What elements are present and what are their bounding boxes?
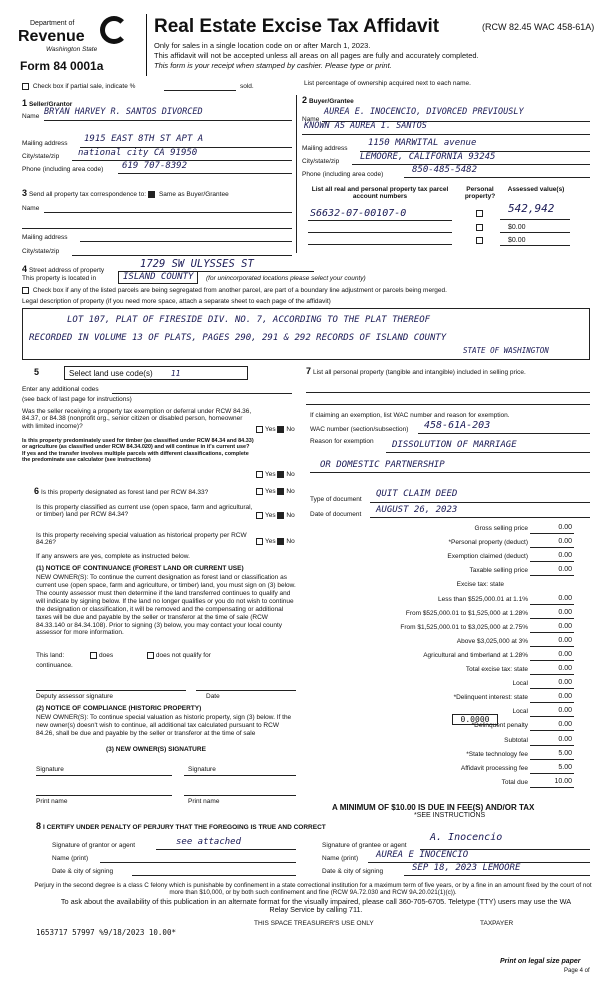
form-title: Real Estate Excise Tax Affidavit [154, 16, 440, 37]
historic-no-checkbox[interactable] [277, 538, 284, 545]
section3-extra-line [22, 228, 292, 229]
tax-row-line [530, 604, 574, 605]
segregated-checkbox[interactable] [22, 287, 29, 294]
perjury-notice: Perjury in the second degree is a class C felony which is punishable by confinement in a state correctional institution for a maximum term of five years, or by a fine in an amount fixed by the court of not more than $10,000, or by both such confinement and fine (RCW 9A.72.030 and RCW 9A.20.021(1)(c)). [34, 882, 592, 897]
land-use-select-label: Select land use code(s) [69, 369, 153, 378]
tax-row-value[interactable]: 0.00 [558, 608, 572, 616]
seller-phone-label: Phone (including area code) [22, 166, 104, 173]
grantor-name-line [100, 862, 296, 863]
section3-name-line [44, 212, 292, 213]
located-label: This property is located in [22, 275, 97, 282]
seller-name-field[interactable]: BRYAN HARVEY R. SANTOS DIVORCED [44, 107, 203, 117]
owner-print-label-2: Print name [188, 798, 220, 805]
page-number: Page 4 of [564, 968, 590, 974]
section4-number: 4 [22, 264, 28, 274]
owner-print-line-1 [36, 795, 172, 796]
deputy-sig-label: Deputy assessor signature [36, 693, 113, 700]
notice1-title: (1) NOTICE OF CONTINUANCE (FOREST LAND OR CURRENT USE) [36, 565, 244, 572]
tax-row-label: Subtotal [504, 736, 528, 744]
wac-field[interactable]: 458-61A-203 [424, 420, 491, 431]
tax-row-line [530, 730, 574, 731]
tax-row-label: Local [512, 680, 528, 688]
partial-sale-row [22, 83, 135, 91]
partial-sale-checkbox[interactable] [22, 83, 29, 90]
parcel-number-1[interactable]: S6632-07-00107-0 [310, 208, 407, 219]
timber-yes-checkbox[interactable] [256, 471, 263, 478]
seller-phone-line [118, 173, 292, 174]
this-land-row [36, 652, 211, 660]
partial-sale-label: Check box if partial sale, indicate % [32, 83, 136, 91]
tax-row-value[interactable]: 0.00 [558, 552, 572, 560]
parcel-line-1 [308, 220, 452, 221]
tax-row-line [530, 745, 574, 746]
tax-row-label: Affidavit processing fee [460, 764, 528, 772]
section3-city-line [72, 255, 292, 256]
timber-no-checkbox[interactable] [277, 471, 284, 478]
seller-mailing-label: Mailing address [22, 140, 68, 147]
tax-row-line [530, 660, 574, 661]
assessed-col-header: Assessed value(s) [507, 186, 565, 193]
tax-row-value[interactable]: 0.00 [558, 622, 572, 630]
doc-type-line [370, 502, 590, 503]
dept-state: Washington State [46, 46, 98, 53]
dept-line1: Department of [30, 20, 75, 27]
tax-row-line [530, 575, 574, 576]
assessed-value-2[interactable]: $0.00 [508, 224, 526, 231]
exemption-yes-no [256, 426, 295, 434]
forest-yes-checkbox[interactable] [256, 488, 263, 495]
tax-row-label: Exemption claimed (deduct) [447, 553, 528, 561]
tax-row-label: Above $3,025,000 at 3% [456, 637, 528, 645]
grantee-sig-label: Signature of grantee or agent [322, 842, 407, 849]
tax-row-label: Less than $525,000.01 at 1.1% [438, 595, 528, 603]
tax-row-value[interactable]: 0.00 [558, 650, 572, 658]
exemption-question: Was the seller receiving a property tax exemption or deferral under RCW 84.36, 84.37, or 84.38 (nonprofit org., senior citizen or disabled person, homeowner with limited income)? [22, 408, 252, 430]
grantee-name-field[interactable]: AUREA E INOCENCIO [376, 850, 469, 860]
section7-number: 7 [306, 366, 312, 376]
receipt-stamp: 1653717 57997 %9/18/2023 10.00* [36, 928, 176, 937]
tax-row-value[interactable]: 5.00 [558, 763, 572, 771]
current-use-no-label: No [286, 512, 295, 520]
tax-row-label: From $1,525,000.01 to $3,025,000 at 2.75% [400, 623, 528, 631]
tax-row-value[interactable]: 0.00 [558, 735, 572, 743]
section3-number: 3 [22, 188, 28, 198]
timber-yes-label: Yes [265, 471, 276, 479]
owner-sig-label-1: Signature [36, 766, 64, 773]
personal-checkbox-1[interactable] [476, 210, 483, 217]
tax-row-label: Local [512, 708, 528, 716]
reason-line-2 [310, 472, 590, 473]
grantor-sig-field[interactable]: see attached [176, 837, 242, 847]
tax-row-line [530, 759, 574, 760]
see-instructions: *SEE INSTRUCTIONS [414, 812, 486, 819]
assessed-line-2 [500, 232, 570, 233]
tax-row-line [530, 533, 574, 534]
section5-number: 5 [34, 367, 40, 377]
reason-label: Reason for exemption [310, 438, 374, 445]
unincorporated-note: (for unincorporated locations please select your county) [206, 275, 366, 282]
historic-yes-no [256, 538, 295, 546]
tax-row-label: Gross selling price [474, 525, 528, 532]
personal-checkbox-3[interactable] [476, 237, 483, 244]
tax-row-line [530, 547, 574, 548]
tax-row-line [530, 787, 574, 788]
does-not-checkbox[interactable] [147, 652, 154, 659]
deputy-date-line [196, 690, 296, 691]
doc-type-label: Type of document [310, 496, 362, 503]
buyer-city-field[interactable]: LEMOORE, CALIFORNIA 93245 [360, 152, 496, 162]
alt-format-notice: To ask about the availability of this publication in an alternate format for the visually impaired, please call 360-705-6705. Teletype (TTY) users may use the WA Relay Service by calling 711. [60, 897, 572, 915]
tax-row-value[interactable]: 10.00 [554, 777, 572, 785]
new-owner-sig-title: (3) NEW OWNER(S) SIGNATURE [106, 746, 206, 753]
tax-row-value[interactable]: 0.00 [558, 665, 572, 672]
buyer-name-line-2 [302, 134, 590, 135]
subtitle-2: This affidavit will not be accepted unless all areas on all pages are fully and accurately completed. [154, 51, 479, 60]
partial-sale-suffix: sold. [240, 83, 254, 90]
notice1-body: NEW OWNER(S): To continue the current designation as forest land or classification as current use (open space, farm and agriculture, or timber) land, you must sign on (3) below. The county assessor must then determine if the land transferred continues to qualify and will indicate by signing below. If the land no longer qualifies or you do not wish to continue the designation or classification, it will be removed and the compensating or additional taxes will be due and payable by the seller or transferor at the time of sale (RCW 84.33.140 or 84.34.108). Prior to signing (3) below, you may contact your local county assessor for more information. [36, 574, 296, 637]
section4-street-row [22, 264, 104, 275]
ownership-note: List percentage of ownership acquired next to each name. [304, 80, 471, 87]
does-not-label: does not qualify for [155, 652, 211, 660]
street-field[interactable]: 1729 SW ULYSSES ST [140, 258, 254, 270]
reason-field-2[interactable]: OR DOMESTIC PARTNERSHIP [320, 460, 445, 470]
owner-sig-line-1 [36, 775, 172, 776]
subtitle-3: This form is your receipt when stamped by cashier. Please type or print. [154, 61, 392, 70]
tax-row-label: Total excise tax: state [465, 666, 528, 673]
buyer-city-label: City/state/zip [302, 158, 340, 165]
legal-line-2: RECORDED IN VOLUME 13 OF PLATS, PAGES 290, 291 & 292 RECORDS OF ISLAND COUNTY [29, 333, 447, 343]
section7-label: List all personal property (tangible and intangible) included in selling price. [312, 369, 526, 376]
notice2-body: NEW OWNER(S): To continue special valuation as historic property, sign (3) below. If the new owner(s) doesn't wish to continue, all additional tax calculated pursuant to RCW 84.26, shall be due and payable by the seller or transferor at the time of sale [36, 714, 292, 737]
parcel-col-header: List all real and personal property tax parcel account numbers [311, 186, 449, 201]
assessed-value-3[interactable]: $0.00 [508, 237, 526, 244]
seller-city-label: City/state/zip [22, 153, 60, 160]
forest-yes-no [256, 488, 295, 496]
tax-row-line [530, 632, 574, 633]
reason-field-1[interactable]: DISSOLUTION OF MARRIAGE [392, 440, 517, 450]
tax-row-label: Total due [501, 778, 528, 786]
grantor-sig-line [156, 849, 296, 850]
owner-sig-line-2 [184, 775, 296, 776]
current-use-yes-no [256, 512, 295, 520]
tax-row-value[interactable]: 0.00 [558, 524, 572, 531]
deputy-sig-line [36, 690, 186, 691]
seller-section-number: 1 [22, 98, 28, 108]
tax-row-value[interactable]: 5.00 [558, 749, 572, 757]
tax-row-line [530, 618, 574, 619]
doc-type-field[interactable]: QUIT CLAIM DEED [376, 489, 458, 499]
reason-line-1 [386, 452, 590, 453]
local-rate-field[interactable]: 0.0000 [452, 714, 498, 725]
forest-no-checkbox[interactable] [277, 488, 284, 495]
notice2-title: (2) NOTICE OF COMPLIANCE (HISTORIC PROPERTY) [36, 705, 202, 712]
form-number: Form 84 0001a [20, 59, 104, 73]
current-use-question: Is this property classified as current use (open space, farm and agricultural, or timber) land per RCW 84.34? [36, 504, 253, 519]
dor-logo [18, 10, 138, 74]
grantor-date-label: Date & city of signing [52, 868, 114, 875]
tax-row-value[interactable]: 0.00 [558, 636, 572, 644]
section6-number: 6 [34, 486, 40, 496]
grantee-date-line [404, 875, 590, 876]
timber-yes-no [256, 471, 295, 479]
tax-row-label: *State technology fee [466, 750, 528, 758]
buyer-mailing-label: Mailing address [302, 145, 348, 152]
legal-description-label: Legal description of property (if you need more space, attach a separate sheet to each page of the affidavit) [22, 298, 331, 305]
section3-name-label: Name [22, 205, 40, 212]
form-title-rcw: (RCW 82.45 WAC 458-61A) [482, 22, 595, 32]
land-use-select[interactable] [64, 366, 248, 380]
personal-col-header: Personal property? [464, 186, 496, 201]
seller-city-field[interactable]: national city CA 91950 [78, 148, 198, 158]
tax-row-value[interactable]: 0.00 [558, 693, 572, 701]
section7-heading [306, 366, 592, 377]
historic-yes-checkbox[interactable] [256, 538, 263, 545]
deputy-date-label: Date [206, 693, 220, 700]
certify-label: I CERTIFY UNDER PENALTY OF PERJURY THAT THE FOREGOING IS TRUE AND CORRECT [42, 824, 326, 831]
tax-row-line [530, 688, 574, 689]
section3-label: Send all property tax correspondence to: [28, 191, 147, 198]
tax-row-value[interactable]: 0.00 [558, 566, 572, 574]
tax-row-line [530, 773, 574, 774]
buyer-heading [302, 95, 354, 106]
tax-row-value[interactable]: 0.00 [558, 538, 572, 546]
tax-row-value[interactable]: 0.00 [558, 707, 572, 715]
grantee-date-field[interactable]: SEP 18, 2023 LEMOORE [412, 863, 521, 873]
owner-print-line-2 [184, 795, 296, 796]
current-use-yes-checkbox[interactable] [256, 512, 263, 519]
tax-row-line [530, 702, 574, 703]
if-yes-note: If any answers are yes, complete as instructed below. [36, 553, 190, 560]
exemption-no-checkbox[interactable] [277, 426, 284, 433]
buyer-title: Buyer/Grantee [308, 98, 354, 105]
legal-line-3: STATE OF WASHINGTON [463, 346, 549, 355]
current-use-yes-label: Yes [265, 512, 276, 520]
additional-codes-line [112, 393, 292, 394]
timber-question: Is this property predominately used for timber (as classified under RCW 84.34 and 84.33) or agriculture (as classified under RCW 84.34.020) and will continue in it's current use? If yes and the transfer involves multiple parcels with different classifications, complete the predominate use calculator (see instructions) [22, 438, 254, 463]
doc-date-line [370, 517, 590, 518]
additional-codes-label: Enter any additional codes [22, 386, 99, 393]
forest-no-label: No [286, 488, 295, 496]
buyer-name-field[interactable]: AUREA E. INOCENCIO, DIVORCED PREVIOUSLY [324, 107, 524, 117]
logo-swirl-icon [100, 16, 128, 44]
buyer-phone-label: Phone (including area code) [302, 171, 384, 178]
forest-question: Is this property designated as forest land per RCW 84.33? [40, 489, 209, 496]
tax-row-label: From $525,000.01 to $1,525,000 at 1.28% [405, 609, 528, 617]
does-checkbox[interactable] [90, 652, 97, 659]
continuance-label: continuance. [36, 662, 73, 669]
taxpayer-label: TAXPAYER [480, 920, 514, 927]
buyer-phone-field[interactable]: 850-485-5482 [412, 165, 478, 175]
exemption-yes-label: Yes [265, 426, 276, 434]
header-divider [146, 14, 147, 76]
tax-row-line [530, 646, 574, 647]
seller-title: Seller/Grantor [28, 101, 73, 108]
seller-mailing-field[interactable]: 1915 EAST 8TH ST APT A [84, 134, 204, 144]
buyer-section-number: 2 [302, 95, 308, 105]
tax-row-label: *Delinquent penalty [471, 722, 528, 730]
grantor-date-line [132, 875, 296, 876]
partial-sale-underline [164, 90, 236, 91]
tax-row-label: *Personal property (deduct) [448, 539, 528, 547]
seller-name-label: Name [22, 113, 40, 120]
section3-mailing-line [80, 241, 292, 242]
current-use-no-checkbox[interactable] [277, 512, 284, 519]
wac-label: WAC number (section/subsection) [310, 426, 409, 433]
section3-city-label: City/state/zip [22, 248, 60, 255]
same-as-buyer-label: Same as Buyer/Grantee [158, 191, 229, 198]
same-as-buyer-checkbox[interactable] [148, 191, 155, 198]
buyer-mailing-field[interactable]: 1150 MARWITAL avenue [368, 138, 477, 148]
land-use-value: 11 [170, 369, 181, 378]
owner-print-label-1: Print name [36, 798, 68, 805]
subtitle-1: Only for sales in a single location code on or after March 1, 2023. [154, 41, 371, 50]
tax-row-label: Agricultural and timberland at 1.28% [423, 651, 528, 659]
personal-checkbox-2[interactable] [476, 224, 483, 231]
tax-row-value[interactable]: 0.00 [558, 721, 572, 729]
historic-yes-label: Yes [265, 538, 276, 546]
additional-codes-note: (see back of last page for instructions) [22, 396, 132, 403]
historic-no-label: No [286, 538, 295, 546]
assessed-value-1[interactable]: 542,942 [508, 202, 555, 215]
buyer-name-label: Name [302, 116, 320, 123]
timber-no-label: No [286, 471, 295, 479]
doc-date-label: Date of document [310, 511, 362, 518]
section3-mailing-label: Mailing address [22, 234, 68, 241]
tax-row-label: Excise tax: state [456, 581, 504, 589]
grantee-date-label: Date & city of signing [322, 868, 384, 875]
seller-phone-field[interactable]: 619 707-8392 [122, 161, 188, 171]
doc-date-field[interactable]: AUGUST 26, 2023 [376, 505, 458, 515]
grantor-name-label: Name (print) [52, 855, 89, 862]
assessed-line-1 [500, 219, 570, 220]
exemption-no-label: No [286, 426, 295, 434]
does-label: does [99, 652, 114, 660]
exemption-claim-label: If claiming an exemption, list WAC number and reason for exemption. [310, 412, 510, 419]
tax-row-label: *Delinquent interest: state [453, 694, 528, 702]
grantee-sig-field[interactable]: A. Inocencio [430, 832, 503, 843]
segregated-row [22, 287, 447, 295]
tax-row-line [530, 716, 574, 717]
tax-row-line [530, 674, 574, 675]
legal-description-box[interactable] [22, 308, 590, 360]
grantor-sig-label: Signature of grantor or agent [52, 842, 136, 849]
legal-line-1: LOT 107, PLAT OF FIRESIDE DIV. NO. 7, ACCORDING TO THE PLAT THEREOF [67, 315, 431, 325]
wac-line [418, 433, 590, 434]
parcel-line-2 [308, 232, 452, 233]
print-legal-note: Print on legal size paper [500, 958, 581, 965]
treasurer-use: THIS SPACE TREASURER'S USE ONLY [254, 920, 374, 927]
section3-heading [22, 188, 229, 199]
minimum-due-line: A MINIMUM OF $10.00 IS DUE IN FEE(S) AND/OR TAX [332, 803, 535, 812]
historic-question: Is this property receiving special valuation as historical property per RCW 84.26? [36, 532, 247, 547]
header-section-divider [296, 95, 297, 253]
owner-sig-label-2: Signature [188, 766, 216, 773]
this-land-label: This land: [36, 652, 65, 660]
personal-property-line-1 [306, 392, 590, 393]
section8-number: 8 [36, 821, 42, 831]
buyer-phone-line [404, 177, 590, 178]
parcel-line-3 [308, 244, 452, 245]
section6-row [34, 486, 208, 497]
segregated-label: Check box if any of the listed parcels are being segregated from another parcel, are part of a boundary line adjustment or parcels being merged. [32, 287, 447, 295]
seller-name-line [44, 120, 292, 121]
tax-row-value[interactable]: 0.00 [558, 679, 572, 687]
located-field[interactable]: ISLAND COUNTY [118, 271, 198, 284]
forest-yes-label: Yes [265, 488, 276, 496]
assessed-line-3 [500, 245, 570, 246]
tax-row-line [530, 561, 574, 562]
exemption-yes-checkbox[interactable] [256, 426, 263, 433]
grantee-name-label: Name (print) [322, 855, 359, 862]
personal-property-line-2 [306, 404, 590, 405]
section8-heading [36, 821, 326, 832]
buyer-name-field-2[interactable]: KNOWN AS AUREA I. SANTOS [304, 121, 427, 131]
dept-name: Revenue [18, 28, 85, 45]
street-label: Street address of property [28, 267, 105, 274]
tax-row-value[interactable]: 0.00 [558, 594, 572, 602]
tax-row-label: Taxable selling price [469, 567, 528, 575]
